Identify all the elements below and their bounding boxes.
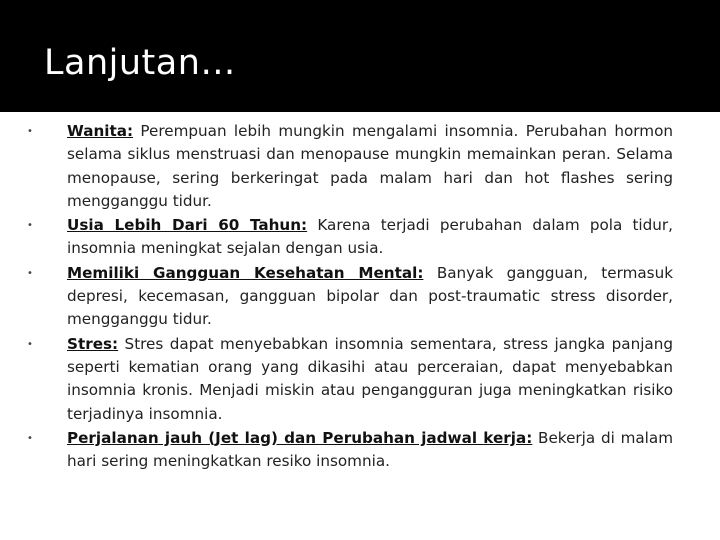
bullet-term: Perjalanan jauh (Jet lag) dan Perubahan jadwal kerja: [67, 428, 533, 447]
bullet-dot-icon: • [27, 338, 33, 350]
bullet-dot-icon: • [27, 432, 33, 444]
slide-title: Lanjutan… [44, 43, 236, 83]
bullet-item-kesehatan-mental [0, 262, 673, 332]
bullet-term: Usia Lebih Dari 60 Tahun: [67, 216, 308, 235]
bullet-text: Karena terjadi perubahan dalam pola tidur, insomnia meningkat sejalan dengan usia. [67, 216, 673, 258]
title-bar [0, 0, 720, 112]
bullet-text: Stres dapat menyebabkan insomnia sementara, stress jangka panjang seperti kematian orang yang dikasihi atau perceraian, dapat menyebabkan insomnia kronis. Menjadi miskin atau pengangguran juga meningkatkan risiko terjadinya insomnia. [67, 334, 673, 423]
bullet-dot-icon: • [27, 220, 33, 232]
bullet-term: Wanita: [67, 122, 134, 140]
bullet-term: Stres: [67, 334, 119, 353]
bullet-text: Bekerja di malam hari sering meningkatkan resiko insomnia. [67, 428, 673, 471]
bullet-list [0, 120, 720, 474]
bullet-text: Banyak gangguan, termasuk depresi, kecemasan, gangguan bipolar dan post-traumatic stress disorder, mengganggu tidur. [67, 263, 673, 329]
bullet-item-usia [0, 214, 673, 261]
bullet-item-perjalanan [0, 427, 673, 474]
bullet-term: Memiliki Gangguan Kesehatan Mental: [67, 263, 424, 282]
bullet-dot-icon: • [27, 126, 33, 137]
bullet-dot-icon: • [27, 267, 33, 279]
bullet-item-wanita [0, 120, 673, 213]
bullet-item-stres [0, 333, 673, 426]
bullet-text: Perempuan lebih mungkin mengalami insomnia. Perubahan hormon selama siklus menstruasi dan menopause mungkin memainkan peran. Selama menopause, sering berkeringat pada malam hari dan hot flashes sering mengganggu tidur. [67, 122, 673, 210]
